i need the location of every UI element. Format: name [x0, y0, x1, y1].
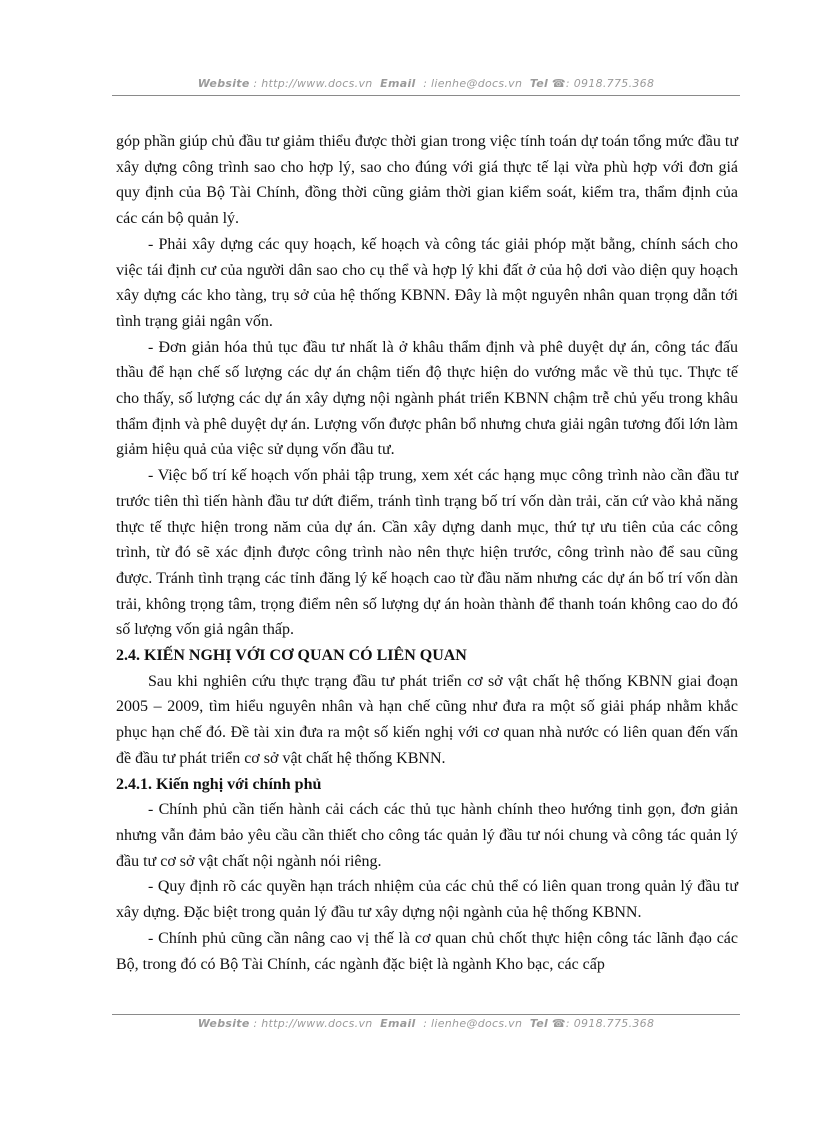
phone-icon: ☎	[551, 77, 566, 90]
paragraph: - Quy định rõ các quyền hạn trách nhiệm của các chủ thể có liên quan trong quản lý đầu tư xây dựng. Đặc biệt trong quản lý đầu tư xây dựng nội ngành của hệ thống KBNN.	[116, 878, 738, 922]
paragraph: Sau khi nghiên cứu thực trạng đầu tư phát triển cơ sở vật chất hệ thống KBNN giai đoạn 2005 – 2009, tìm hiểu nguyên nhân và hạn chế cũng như đưa ra một số giải pháp nhằm khắc phục hạn chế đó. Đề tài xin đưa ra một số kiến nghị với cơ quan nhà nước có liên quan đến vấn đề đầu tư phát triển cơ sở vật chất hệ thống KBNN.	[116, 672, 738, 767]
header-tel-label: Tel	[529, 77, 549, 90]
paragraph: - Đơn giản hóa thủ tục đầu tư nhất là ở khâu thẩm định và phê duyệt dự án, công tác đấu thầu để hạn chế số lượng các dự án chậm tiến độ thực hiện do vướng mắc về thủ tục. Thực tế cho thấy, số lượng các dự án xây dựng nội ngành phát triển KBNN chậm trễ chủ yếu trong khâu thẩm định và phê duyệt dự án. Lượng vốn được phân bổ nhưng chưa giải ngân tương đối lớn làm giảm hiệu quả của việc sử dụng vốn đầu tư.	[116, 338, 738, 459]
footer-tel-number: : 0918.775.368	[565, 1017, 655, 1030]
page-footer	[112, 1017, 740, 1030]
paragraph: - Chính phủ cũng cần nâng cao vị thế là cơ quan chủ chốt thực hiện công tác lãnh đạo các Bộ, trong đó có Bộ Tài Chính, các ngành đặc biệt là ngành Kho bạc, các cấp	[116, 929, 738, 973]
footer-divider	[112, 1014, 740, 1015]
page-header	[112, 77, 740, 90]
footer-tel-label: Tel	[529, 1017, 549, 1030]
footer-email-label: Email	[380, 1017, 416, 1030]
paragraph: - Việc bố trí kế hoạch vốn phải tập trung, xem xét các hạng mục công trình nào cần đầu tư trước tiên thì tiến hành đầu tư dứt điểm, tránh tình trạng bố trí vốn dàn trải, căn cứ vào khả năng thực tế thực hiện trong năm của dự án. Cần xây dựng danh mục, thứ tự ưu tiên của các công trình, từ đó sẽ xác định được công trình nào nên thực hiện trước, công trình nào để sau cũng được. Tránh tình trạng các tỉnh đăng lý kế hoạch cao từ đầu năm nhưng các dự án bố trí vốn dàn trải, không trọng tâm, trọng điểm nên số lượng dự án hoàn thành để thanh toán không cao do đó số lượng vốn giả ngân thấp.	[116, 467, 738, 639]
paragraph: - Chính phủ cần tiến hành cải cách các thủ tục hành chính theo hướng tinh gọn, đơn giản nhưng vẫn đảm bảo yêu cầu cần thiết cho công tác quản lý đầu tư nói chung và công tác quản lý đầu tư cơ sở vật chất nội ngành nói riêng.	[116, 801, 738, 870]
phone-icon: ☎	[551, 1017, 566, 1030]
header-divider	[112, 95, 740, 96]
footer-website-label: Website	[197, 1017, 250, 1030]
header-email-address[interactable]: : lienhe@docs.vn	[423, 77, 523, 90]
paragraph: - Phải xây dựng các quy hoạch, kế hoạch và công tác giải phóp mặt bằng, chính sách cho việc tái định cư của người dân sao cho cụ thể và hợp lý khi đất ở của hộ dơi vào diện quy hoạch xây dựng các kho tàng, trụ sở của hệ thống KBNN. Đây là một nguyên nhân quan trọng dẫn tới tình trạng giải ngân vốn.	[116, 235, 738, 330]
section-heading: 2.4. KIẾN NGHỊ VỚI CƠ QUAN CÓ LIÊN QUAN	[116, 647, 467, 665]
header-tel-number: : 0918.775.368	[565, 77, 655, 90]
paragraph: góp phần giúp chủ đầu tư giảm thiểu được thời gian trong việc tính toán dự toán tổng mức đầu tư xây dựng công trình sao cho hợp lý, sao cho đúng với giá thực tế lại vừa phù hợp với đơn giá quy định của Bộ Tài Chính, đồng thời cũng giảm thời gian kiểm soát, kiểm tra, thẩm định của các cán bộ quản lý.	[116, 133, 738, 228]
footer-email-address[interactable]: : lienhe@docs.vn	[423, 1017, 523, 1030]
header-website-url[interactable]: : http://www.docs.vn	[253, 77, 373, 90]
header-website-label: Website	[197, 77, 250, 90]
header-email-label: Email	[380, 77, 416, 90]
footer-website-url[interactable]: : http://www.docs.vn	[253, 1017, 373, 1030]
subsection-heading: 2.4.1. Kiến nghị với chính phủ	[116, 775, 322, 793]
document-body	[116, 129, 738, 977]
